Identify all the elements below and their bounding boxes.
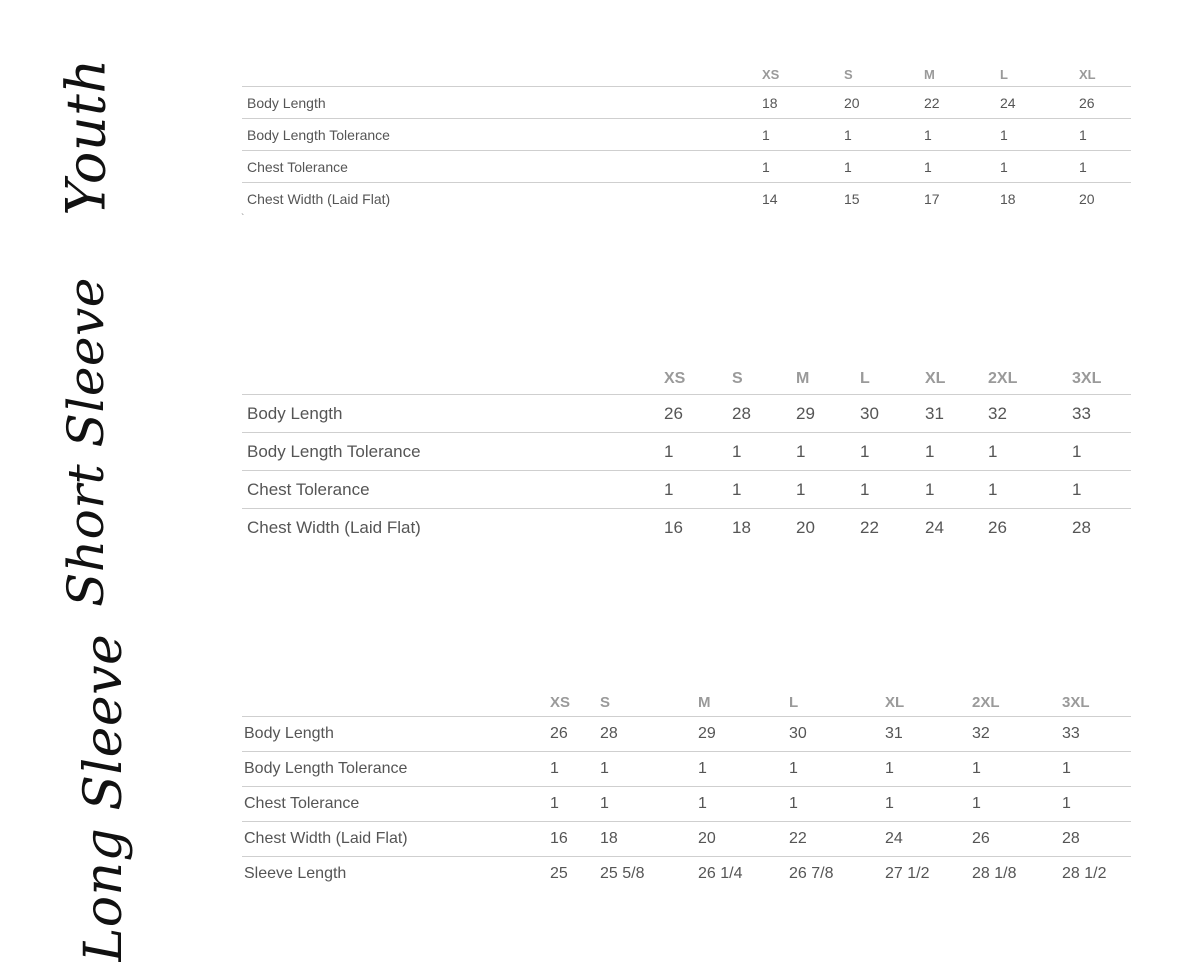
table-cell: 1: [881, 787, 968, 822]
table-cell: 28: [1058, 822, 1131, 857]
table-row: [242, 787, 1131, 822]
table-cell: 1: [728, 471, 792, 509]
table-cell: 1: [881, 752, 968, 787]
youth-size-table: [242, 62, 1131, 214]
table-cell: 16: [546, 822, 596, 857]
table-cell: 26: [968, 822, 1058, 857]
table-cell: 16: [664, 517, 683, 537]
table-cell: 1: [856, 433, 921, 471]
header-cell: [242, 62, 758, 87]
table-cell: 1: [785, 752, 881, 787]
table-cell: 24: [925, 517, 944, 537]
table-cell: 20: [796, 517, 815, 537]
table-cell: 25: [550, 865, 568, 882]
header-cell: 2XL: [984, 364, 1068, 395]
table-cell: 26: [988, 517, 1007, 537]
table-cell: 26 1/4: [698, 865, 743, 882]
table-cell: 1: [694, 752, 785, 787]
header-cell: 3XL: [1068, 364, 1131, 395]
table-cell: 30: [856, 395, 921, 433]
table-cell: 1: [1068, 471, 1131, 509]
header-cell: XL: [881, 688, 968, 717]
table-cell: 28 1/8: [972, 865, 1017, 882]
long-sleeve-size-table: [242, 688, 1131, 891]
row-label: Body Length Tolerance: [242, 119, 758, 151]
table-cell: 18: [1000, 190, 1016, 207]
table-row: [242, 433, 1131, 471]
header-cell: XS: [758, 62, 840, 87]
table-cell: 1: [856, 471, 921, 509]
header-cell: XL: [921, 364, 984, 395]
table-cell: 1: [1058, 787, 1131, 822]
table-cell: 28: [1072, 517, 1091, 537]
header-cell: S: [596, 688, 694, 717]
table-cell: 1: [984, 471, 1068, 509]
table-cell: 1: [546, 752, 596, 787]
header-cell: M: [694, 688, 785, 717]
table-header-row: [242, 364, 1131, 395]
table-row: [242, 471, 1131, 509]
row-label: Chest Width (Laid Flat): [247, 190, 391, 207]
header-cell: L: [996, 62, 1075, 87]
table-cell: 26: [1075, 87, 1131, 119]
table-cell: 25 5/8: [600, 865, 645, 882]
table-cell: 1: [840, 119, 920, 151]
row-label: Chest Tolerance: [242, 471, 660, 509]
table-cell: 29: [792, 395, 856, 433]
row-label: Body Length Tolerance: [242, 433, 660, 471]
table-header-row: [242, 688, 1131, 717]
table-cell: 1: [660, 471, 728, 509]
header-cell: 3XL: [1058, 688, 1131, 717]
table-cell: 26 7/8: [789, 865, 834, 882]
table-cell: 24: [881, 822, 968, 857]
table-cell: 1: [968, 752, 1058, 787]
table-cell: 18: [732, 517, 751, 537]
table-cell: 1: [984, 433, 1068, 471]
table-cell: 28: [596, 717, 694, 752]
table-cell: 1: [546, 787, 596, 822]
table-cell: 14: [762, 190, 778, 207]
table-cell: 1: [921, 471, 984, 509]
table-cell: 1: [758, 119, 840, 151]
row-label: Body Length: [242, 395, 660, 433]
table-row: [242, 822, 1131, 857]
table-cell: 32: [984, 395, 1068, 433]
table-row: [242, 857, 1131, 892]
table-cell: 20: [1079, 190, 1095, 207]
header-cell: L: [856, 364, 921, 395]
table-cell: 1: [1075, 119, 1131, 151]
header-cell: S: [840, 62, 920, 87]
table-row: [242, 509, 1131, 547]
table-cell: 22: [920, 87, 996, 119]
table-cell: 1: [785, 787, 881, 822]
table-cell: 17: [924, 190, 940, 207]
table-cell: 1: [758, 151, 840, 183]
table-cell: 30: [785, 717, 881, 752]
table-cell: 29: [694, 717, 785, 752]
table-row: [242, 395, 1131, 433]
row-label: Body Length: [242, 717, 546, 752]
table-row: [242, 752, 1131, 787]
table-cell: 20: [840, 87, 920, 119]
table-cell: 22: [860, 517, 879, 537]
table-cell: 33: [1068, 395, 1131, 433]
table-cell: 1: [792, 471, 856, 509]
table-cell: 20: [694, 822, 785, 857]
table-header-row: [242, 62, 1131, 87]
table-cell: 1: [968, 787, 1058, 822]
row-label: Chest Tolerance: [242, 151, 758, 183]
header-cell: XS: [660, 364, 728, 395]
table-cell: 33: [1058, 717, 1131, 752]
table-cell: 32: [968, 717, 1058, 752]
table-cell: 1: [596, 752, 694, 787]
table-cell: 22: [785, 822, 881, 857]
table-cell: 26: [660, 395, 728, 433]
table-cell: 27 1/2: [885, 865, 930, 882]
table-cell: 1: [920, 119, 996, 151]
table-cell: 31: [881, 717, 968, 752]
table-cell: 1: [728, 433, 792, 471]
table-cell: 26: [546, 717, 596, 752]
header-cell: S: [728, 364, 792, 395]
header-cell: XS: [546, 688, 596, 717]
table-cell: 1: [694, 787, 785, 822]
row-label: Chest Width (Laid Flat): [247, 517, 421, 537]
row-label: Body Length: [242, 87, 758, 119]
table-row: [242, 87, 1131, 119]
table-cell: 18: [596, 822, 694, 857]
stray-tick-mark: `: [241, 213, 245, 224]
table-cell: 1: [840, 151, 920, 183]
table-cell: 1: [1068, 433, 1131, 471]
row-label: Chest Width (Laid Flat): [242, 822, 546, 857]
header-cell: M: [792, 364, 856, 395]
header-cell: [242, 364, 660, 395]
table-cell: 1: [996, 119, 1075, 151]
table-row: [242, 717, 1131, 752]
table-cell: 1: [1058, 752, 1131, 787]
table-cell: 31: [921, 395, 984, 433]
table-row: [242, 183, 1131, 215]
table-cell: 15: [844, 190, 860, 207]
row-label: Body Length Tolerance: [242, 752, 546, 787]
header-cell: M: [920, 62, 996, 87]
table-cell: 1: [660, 433, 728, 471]
short-sleeve-size-table: [242, 364, 1131, 546]
table-cell: 1: [792, 433, 856, 471]
table-cell: 1: [996, 151, 1075, 183]
table-cell: 1: [1075, 151, 1131, 183]
table-cell: 28 1/2: [1062, 865, 1107, 882]
table-cell: 28: [728, 395, 792, 433]
table-row: [242, 151, 1131, 183]
row-label: Sleeve Length: [244, 865, 347, 882]
table-cell: 24: [996, 87, 1075, 119]
header-cell: L: [785, 688, 881, 717]
table-cell: 18: [758, 87, 840, 119]
header-cell: 2XL: [968, 688, 1058, 717]
header-cell: XL: [1075, 62, 1131, 87]
header-cell: [242, 688, 546, 717]
table-row: [242, 119, 1131, 151]
table-cell: 1: [596, 787, 694, 822]
row-label: Chest Tolerance: [242, 787, 546, 822]
table-cell: 1: [920, 151, 996, 183]
table-cell: 1: [921, 433, 984, 471]
